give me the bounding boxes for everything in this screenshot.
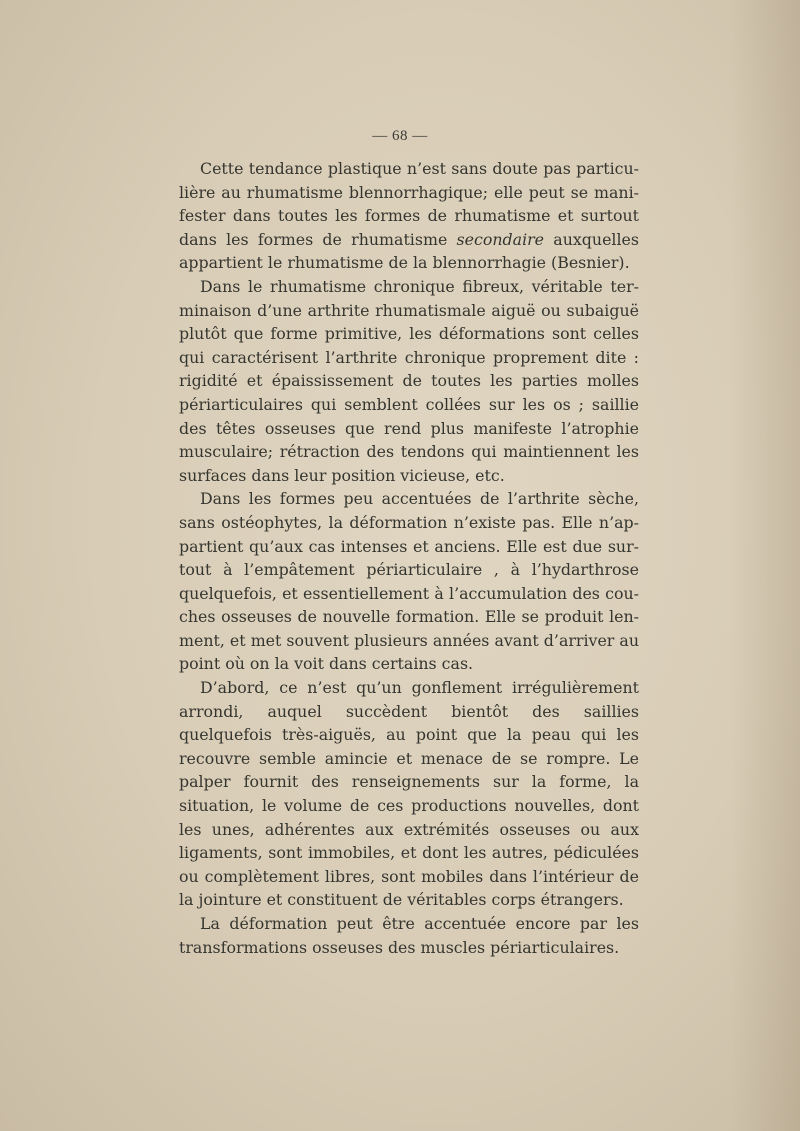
- page-number: — 68 —: [372, 128, 428, 144]
- paragraph-2: Dans le rhumatisme chronique fibreux, véritable terminaison d’une arthrite rhumatismale aiguë ou subaiguë plutôt que forme primitive, les déformations sont celles qui caractérisent l’arthrite chronique proprement dite : rigidité et épaississement de toutes les parties molles périarticulaires qui semblent collées sur les os ; saillie des têtes osseuses que rend plus manifeste l’atrophie musculaire; rétraction des tendons qui maintiennent les surfaces dans leur position vicieuse, etc.: [179, 276, 639, 485]
- paragraph-3: Dans les formes peu accentuées de l’arthrite sèche, sans ostéophytes, la déformation n’existe pas. Elle n’appartient qu’aux cas intenses et anciens. Elle est due surtout à l’empâtement périarticulaire , à l’hydarthrose quelquefois, et essentiellement à l’accumulation des couches osseuses de nouvelle formation. Elle se produit lenment, et met souvent plusieurs années avant d’arriver au point où on la voit dans certains cas.: [179, 489, 639, 674]
- paragraph-1-text-before: Cette tendance plastique n’est sans doute pas particulière au rhumatisme blennorrhagique; elle peut se manifester dans toutes les formes de rhumatisme et surtout dans les formes de rhumatisme: [179, 159, 639, 249]
- paragraph-1-emphasis: secondaire: [456, 229, 545, 249]
- body-text: [179, 157, 639, 959]
- paragraph-1: [179, 157, 639, 275]
- paragraph-1-text-after: auxquelles appartient le rhumatisme de la blennorrhagie (Besnier).: [179, 229, 639, 273]
- paragraph-5: La déformation peut être accentuée encore par les transformations osseuses des muscles périarticulaires.: [179, 914, 639, 957]
- paragraph-4: D’abord, ce n’est qu’un gonflement irrégulièrement arrondi, auquel succèdent bientôt des saillies quelquefois très-aiguës, au point que la peau qui les recouvre semble amincie et menace de se rompre. Le palper fournit des renseignements sur la forme, la situation, le volume de ces productions nouvelles, dont les unes, adhérentes aux extrémités osseuses ou aux ligaments, sont immobiles, et dont les autres, pédiculées ou complètement libres, sont mobiles dans l’intérieur de la jointure et constituent de véritables corps étrangers.: [179, 678, 639, 910]
